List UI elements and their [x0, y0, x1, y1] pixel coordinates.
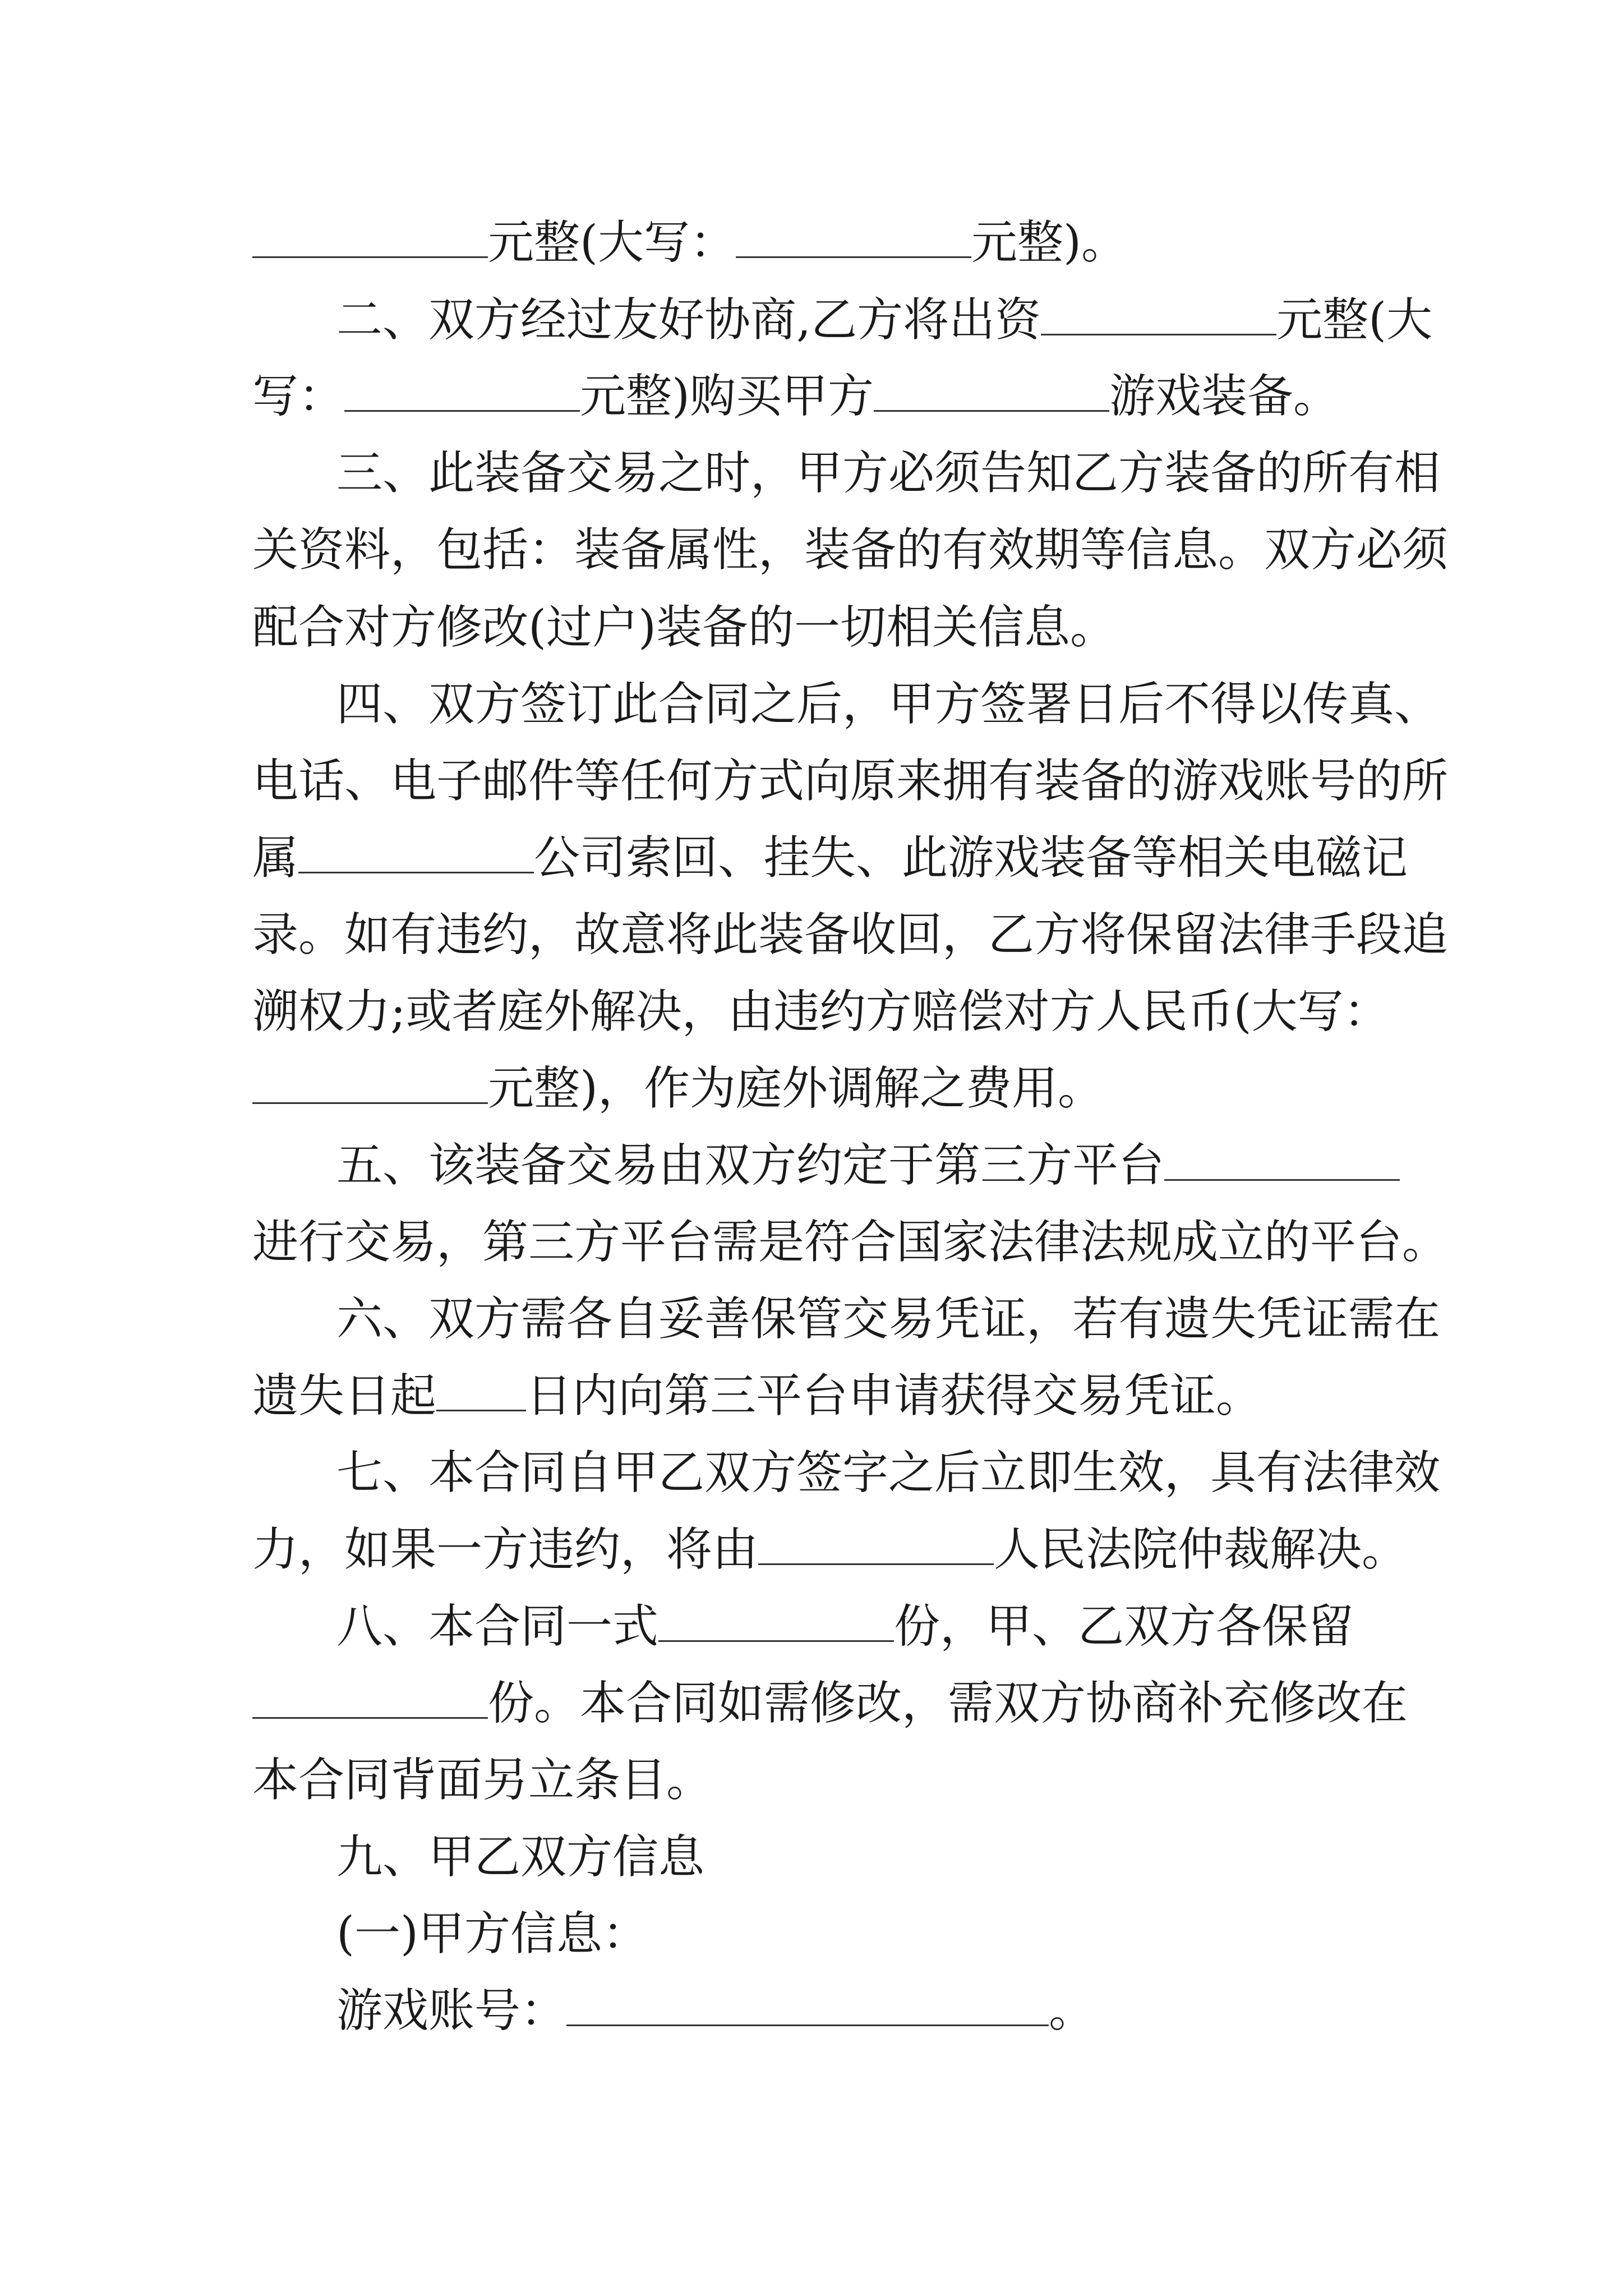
text-line: 元整)，作为庭外调解之费用。 [252, 1066, 1104, 1112]
fill-blank [344, 376, 580, 412]
text-line: 录。如有违约，故意将此装备收回，乙方将保留法律手段追 [252, 908, 1449, 961]
text-line: 三、此装备交易之时，甲方必须告知乙方装备的所有相 [336, 447, 1441, 500]
text-line: 写： 元整)购买甲方 游戏装备。 [252, 370, 1340, 423]
text-line: 元整(大写： 元整)。 [252, 220, 1127, 266]
fill-blank [298, 838, 534, 873]
text-line: 关资料，包括：装备属性，装备的有效期等信息。双方必须 [252, 523, 1449, 577]
fill-blank [252, 223, 488, 258]
fill-blank [874, 376, 1109, 412]
fill-blank [658, 1607, 894, 1642]
section-heading: 九、甲乙双方信息 [336, 1830, 705, 1884]
fill-blank [736, 223, 971, 258]
text-line: 游戏账号： 。 [336, 1984, 1095, 2037]
text-line: 本合同背面另立条目。 [252, 1754, 713, 1807]
fill-blank [1164, 1145, 1400, 1181]
text-line: 四、双方签订此合同之后，甲方签署日后不得以传真、 [336, 678, 1441, 731]
fill-blank [252, 1683, 488, 1719]
text-line: 进行交易，第三方平台需是符合国家法律法规成立的平台。 [252, 1216, 1449, 1269]
text-line: 电话、电子邮件等任何方式向原来拥有装备的游戏账号的所 [252, 754, 1449, 808]
fill-blank [436, 1376, 526, 1411]
text-line: 七、本合同自甲乙双方签字之后立即生效，具有法律效 [336, 1446, 1441, 1499]
text-line: 六、双方需各自妥善保管交易凭证，若有遗失凭证需在 [336, 1292, 1441, 1346]
text-line: 八、本合同一式 份，甲、乙双方各保留 [336, 1600, 1354, 1653]
text-line: 二、双方经过友好协商,乙方将出资 元整(大 [336, 293, 1433, 347]
text-line: 属 公司索回、挂失、此游戏装备等相关电磁记 [252, 831, 1408, 885]
text-line: 溯权力;或者庭外解决，由违约方赔偿对方人民币(大写： [252, 985, 1390, 1038]
text-line: 力，如果一方违约，将由 人民法院仲裁解决。 [252, 1523, 1408, 1576]
text-line: 遗失日起 日内向第三平台申请获得交易凭证。 [252, 1369, 1262, 1423]
text-line: 五、该装备交易由双方约定于第三方平台 [336, 1143, 1400, 1189]
fill-blank [252, 1069, 488, 1104]
fill-blank [566, 1991, 1049, 2026]
subsection-heading: (一)甲方信息： [336, 1907, 648, 1961]
text-line: 配合对方修改(过户)装备的一切相关信息。 [252, 601, 1116, 654]
fill-blank [758, 1530, 994, 1565]
text-line: 份。本合同如需修改，需双方协商补充修改在 [252, 1681, 1408, 1727]
fill-blank [1041, 300, 1276, 335]
